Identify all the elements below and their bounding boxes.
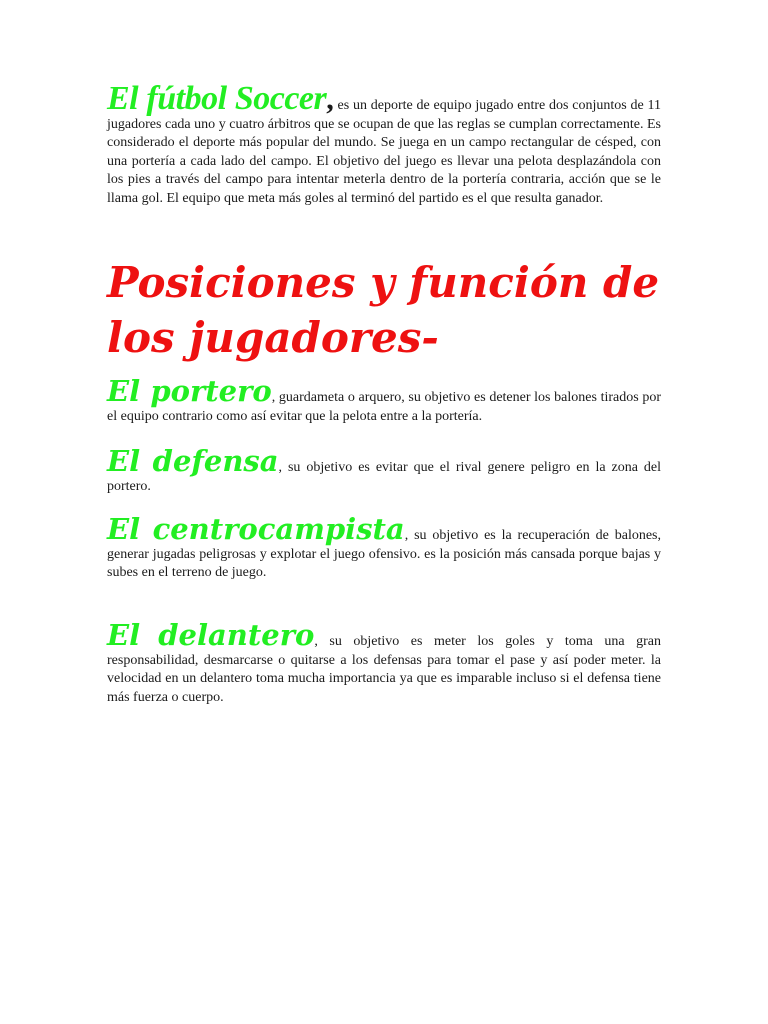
position-text-delantero: , su objetivo es meter los goles y toma una gran responsabilidad, desmarcarse o quitarse a los defensas para tomar el pase y así poder meter. la velocidad en un delantero toma mucha importancia ya que es imparable incluso si el defensa tiene más fuerza o cuerpo.	[107, 634, 661, 705]
position-text-defensa: , su objetivo es evitar que el rival genere peligro en la zona del portero.	[107, 460, 661, 494]
position-title-centrocampista: El centrocampista	[107, 512, 405, 546]
position-paragraph-portero	[107, 376, 661, 426]
intro-title-comma: ,	[326, 83, 334, 116]
position-text-portero: , guardameta o arquero, su objetivo es detener los balones tirados por el equipo contrario como así evitar que la pelota entre a la portería.	[107, 390, 661, 424]
position-title-portero: El portero	[107, 374, 272, 408]
intro-paragraph	[107, 80, 661, 208]
position-paragraph-defensa	[107, 446, 661, 496]
position-paragraph-delantero	[107, 620, 661, 707]
position-paragraph-centrocampista	[107, 514, 661, 583]
intro-title: El fútbol Soccer	[107, 80, 327, 117]
position-title-delantero: El delantero	[107, 618, 315, 652]
position-title-defensa: El defensa	[107, 444, 279, 478]
position-text-centrocampista: , su objetivo es la recuperación de balones, generar jugadas peligrosas y explotar el juego ofensivo. es la posición más cansada porque bajas y subes en el terreno de juego.	[107, 528, 661, 580]
section-title: Posiciones y función de los jugadores-	[107, 258, 660, 362]
intro-text: es un deporte de equipo jugado entre dos conjuntos de 11 jugadores cada uno y cuatro árbitros que se ocupan de que las reglas se cumplan correctamente. Es considerado el deporte más popular del mundo. Se juega en un campo rectangular de césped, con una portería a cada lado del campo. El objetivo del juego es llevar una pelota desplazándola con los pies a través del campo para intentar meterla dentro de la portería contraria, acción que se le llama gol. El equipo que meta más goles al terminó del partido es el que resulta ganador.	[107, 98, 661, 206]
